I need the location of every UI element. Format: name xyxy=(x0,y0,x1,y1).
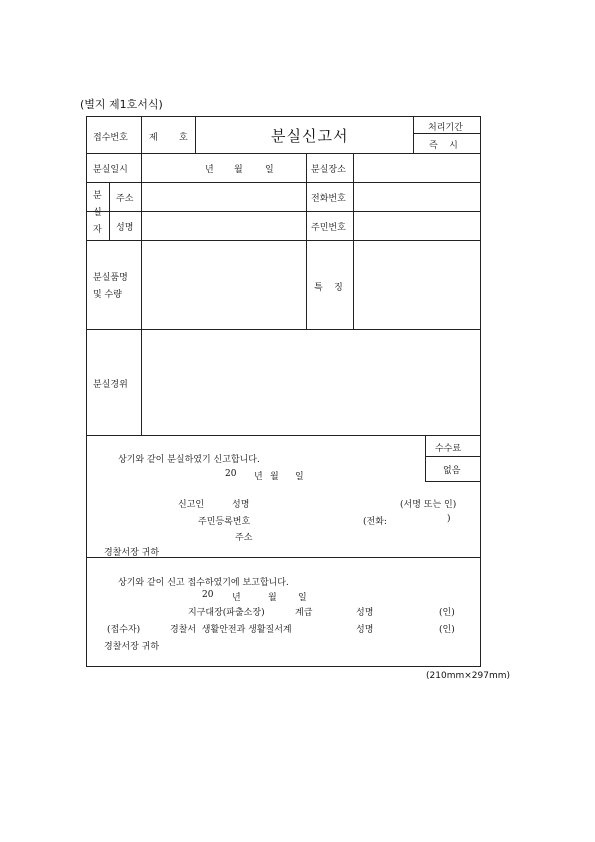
receipt-number-prefix: 제 xyxy=(149,133,158,143)
declaration-date-month: 월 xyxy=(270,472,279,482)
declaration-statement: 상기와 같이 분실하였기 신고합니다. xyxy=(118,455,260,465)
vline xyxy=(353,240,354,330)
report-line2-seal: (인) xyxy=(439,625,455,635)
hline xyxy=(425,481,481,482)
loss-date-year: 년 xyxy=(205,165,214,175)
form-label: (별지 제1호서식) xyxy=(80,98,163,111)
hline xyxy=(86,153,481,154)
declaration-date-day: 일 xyxy=(295,472,304,482)
report-line1-role: 지구대장(파출소장) xyxy=(188,608,265,618)
loser-id-label: 주민번호 xyxy=(311,223,346,233)
hline xyxy=(425,456,481,457)
hline xyxy=(413,133,481,134)
reporter-name-label: 성명 xyxy=(232,500,250,510)
declaration-date-year: 년 xyxy=(254,472,263,482)
circumstance-label: 분실경위 xyxy=(93,380,128,390)
feature-label: 특 징 xyxy=(314,283,343,293)
declaration-date-prefix: 20 xyxy=(225,469,237,479)
hline xyxy=(86,211,481,212)
loser-group-char-1: 분 xyxy=(93,191,102,201)
hline xyxy=(86,435,481,436)
report-line2-name: 성명 xyxy=(356,625,374,635)
report-date-year: 년 xyxy=(232,593,241,603)
vline xyxy=(306,153,307,241)
vline xyxy=(109,182,110,241)
reporter-id-label: 주민등록번호 xyxy=(198,517,251,527)
vline xyxy=(141,116,142,154)
report-date-month: 월 xyxy=(268,593,277,603)
processing-label: 처리기간 xyxy=(428,123,463,133)
reporter-phone-close: ) xyxy=(447,514,451,524)
reporter-phone-label: (전화: xyxy=(363,517,387,527)
report-line1-rank: 계급 xyxy=(295,608,313,618)
vline xyxy=(413,116,414,154)
vline xyxy=(86,116,87,667)
report-date-day: 일 xyxy=(298,593,307,603)
fee-value: 없음 xyxy=(443,466,461,476)
hline xyxy=(86,240,481,241)
loss-date-label: 분실일시 xyxy=(93,165,128,175)
loss-date-month: 월 xyxy=(234,165,243,175)
vline xyxy=(480,116,481,667)
fee-label: 수수료 xyxy=(435,444,462,454)
vline xyxy=(425,435,426,482)
vline xyxy=(141,153,142,435)
receipt-label: 접수번호 xyxy=(93,133,128,143)
declaration-addressee: 경찰서장 귀하 xyxy=(104,548,160,558)
hline xyxy=(86,116,481,117)
report-addressee: 경찰서장 귀하 xyxy=(104,642,160,652)
report-line2-receiver: (접수자) xyxy=(107,625,141,635)
loser-group-char-2: 실 xyxy=(93,208,102,218)
report-line2-role: 경찰서 생활안전과 생활질서계 xyxy=(170,625,292,635)
report-line1-seal: (인) xyxy=(439,608,455,618)
vline xyxy=(353,153,354,241)
vline xyxy=(195,116,196,154)
processing-value: 즉 시 xyxy=(429,141,458,151)
loser-phone-label: 전화번호 xyxy=(311,194,346,204)
item-label-line2: 및 수량 xyxy=(93,290,122,300)
page-title: 분실신고서 xyxy=(271,127,349,145)
loss-place-label: 분실장소 xyxy=(311,165,346,175)
hline xyxy=(86,666,481,667)
reporter-label: 신고인 xyxy=(178,500,205,510)
report-date-prefix: 20 xyxy=(202,590,214,600)
report-statement: 상기와 같이 신고 접수하였기에 보고합니다. xyxy=(118,578,289,588)
sign-note: (서명 또는 인) xyxy=(400,500,457,510)
size-note: (210mm×297mm) xyxy=(426,671,510,681)
report-line1-name: 성명 xyxy=(356,608,374,618)
item-label-line1: 분실품명 xyxy=(93,273,128,283)
reporter-address-label: 주소 xyxy=(235,533,253,543)
hline xyxy=(86,329,481,330)
loss-date-day: 일 xyxy=(265,165,274,175)
receipt-number-suffix: 호 xyxy=(179,133,188,143)
loser-address-label: 주소 xyxy=(116,194,134,204)
loser-group-char-3: 자 xyxy=(93,225,102,235)
loser-name-label: 성명 xyxy=(116,223,134,233)
vline xyxy=(306,240,307,330)
hline xyxy=(86,182,481,183)
